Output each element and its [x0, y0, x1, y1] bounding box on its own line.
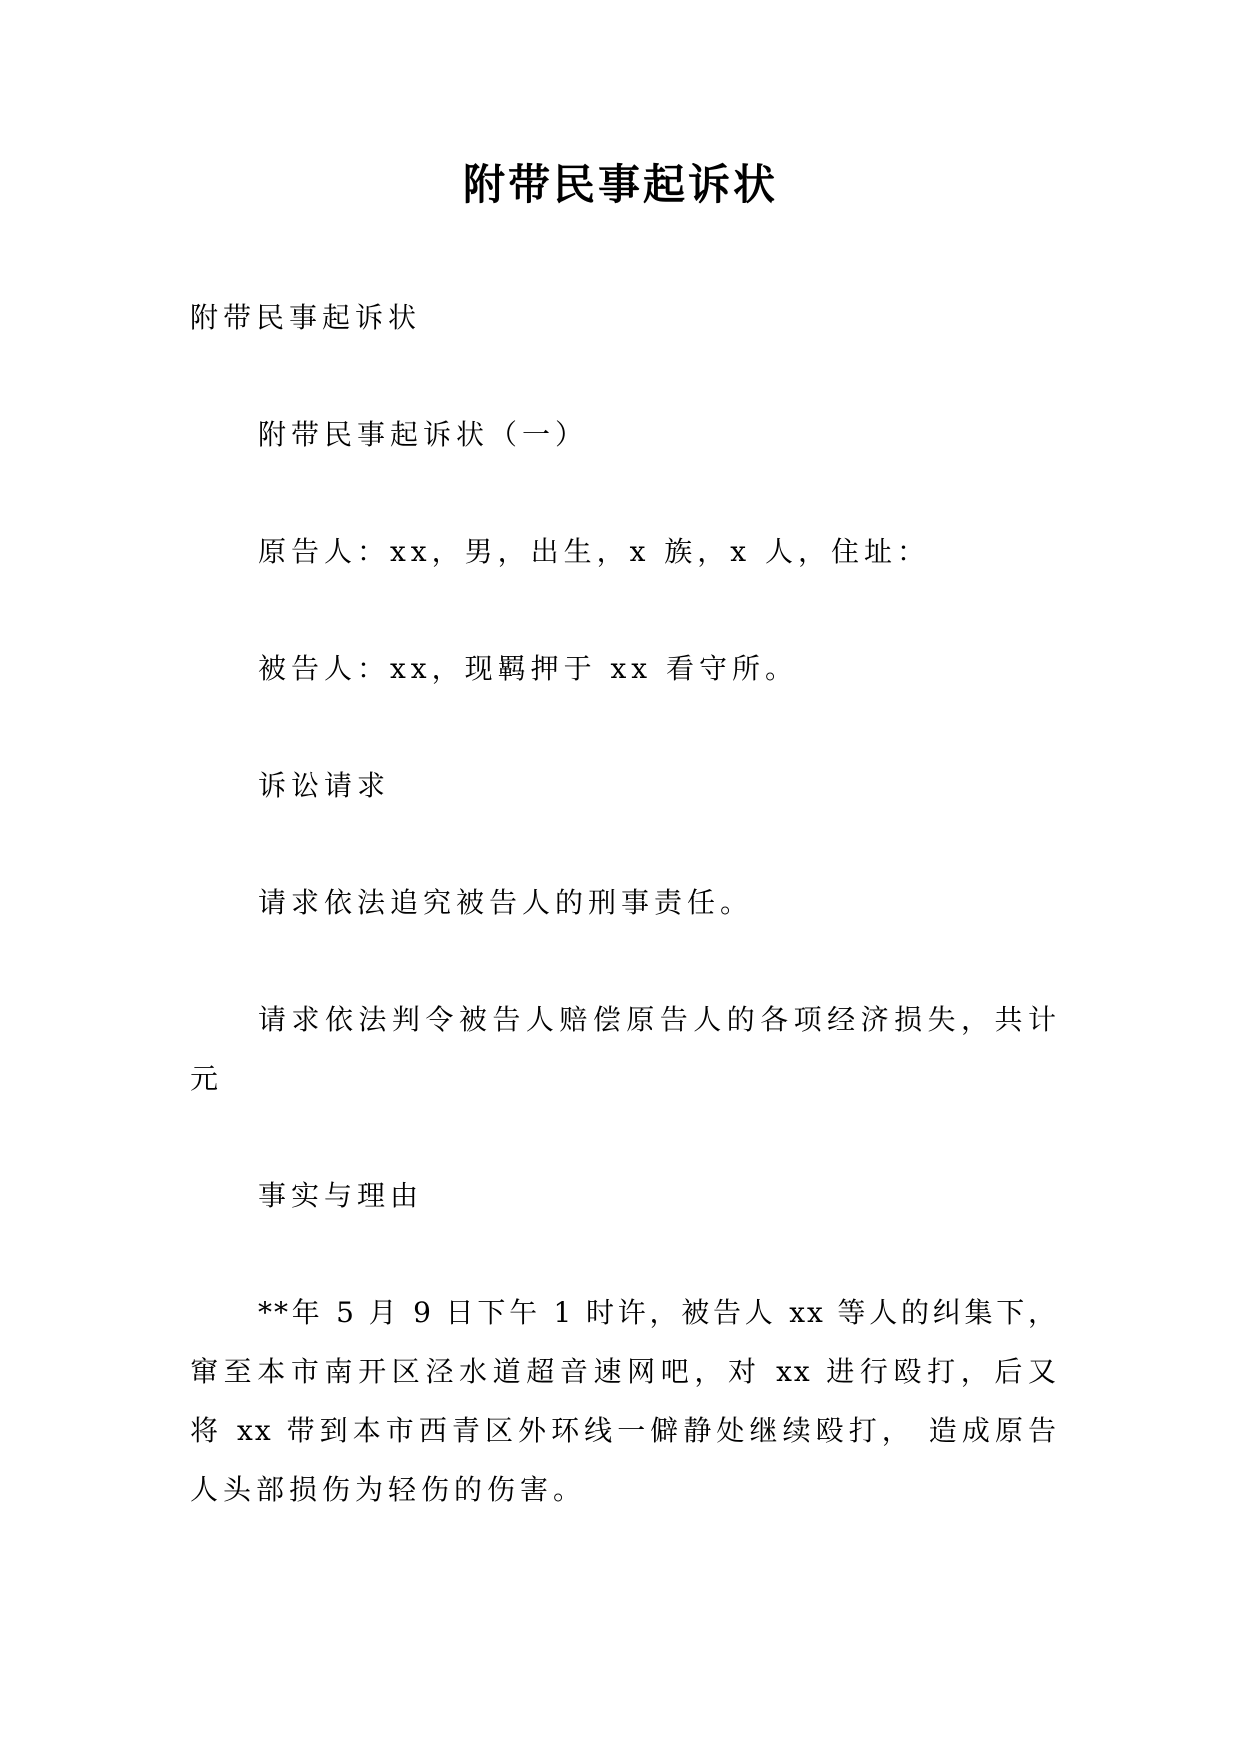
paragraph-claims-heading [190, 756, 1058, 815]
facts-line-1: **年 5 月 9 日下午 1 时许，被告人 xx 等人的纠集下， [258, 1296, 1058, 1329]
body-heading: 附带民事起诉状 [190, 301, 422, 334]
section-subtitle: 附带民事起诉状（一） [258, 418, 589, 451]
claim-2-line-1: 请求依法判令被告人赔偿原告人的各项经济损失，共计 [258, 1003, 1058, 1036]
paragraph-defendant [190, 639, 1058, 698]
document-title: 附带民事起诉状 [462, 160, 778, 209]
paragraph-subtitle [190, 405, 1058, 464]
claims-heading: 诉讼请求 [258, 769, 391, 802]
paragraph-heading [190, 288, 1058, 347]
facts-heading: 事实与理由 [258, 1179, 424, 1212]
claim-2-line-2: 元 [190, 1062, 224, 1095]
claim-1: 请求依法追究被告人的刑事责任。 [258, 886, 754, 919]
paragraph-facts-heading [190, 1166, 1058, 1225]
facts-line-4: 人头部损伤为轻伤的伤害。 [190, 1473, 587, 1506]
paragraph-facts [190, 1283, 1058, 1519]
paragraph-claim-1 [190, 873, 1058, 932]
facts-line-3: 将 xx 带到本市西青区外环线一僻静处继续殴打， 造成原告 [190, 1414, 1058, 1447]
facts-line-2: 窜至本市南开区泾水道超音速网吧，对 xx 进行殴打，后又 [190, 1355, 1058, 1388]
paragraph-claim-2 [190, 990, 1058, 1108]
document-body [190, 288, 1058, 1577]
plaintiff-info: 原告人：xx，男，出生，x 族，x 人，住址： [258, 535, 930, 568]
defendant-info: 被告人：xx，现羁押于 xx 看守所。 [258, 652, 798, 685]
paragraph-plaintiff [190, 522, 1058, 581]
